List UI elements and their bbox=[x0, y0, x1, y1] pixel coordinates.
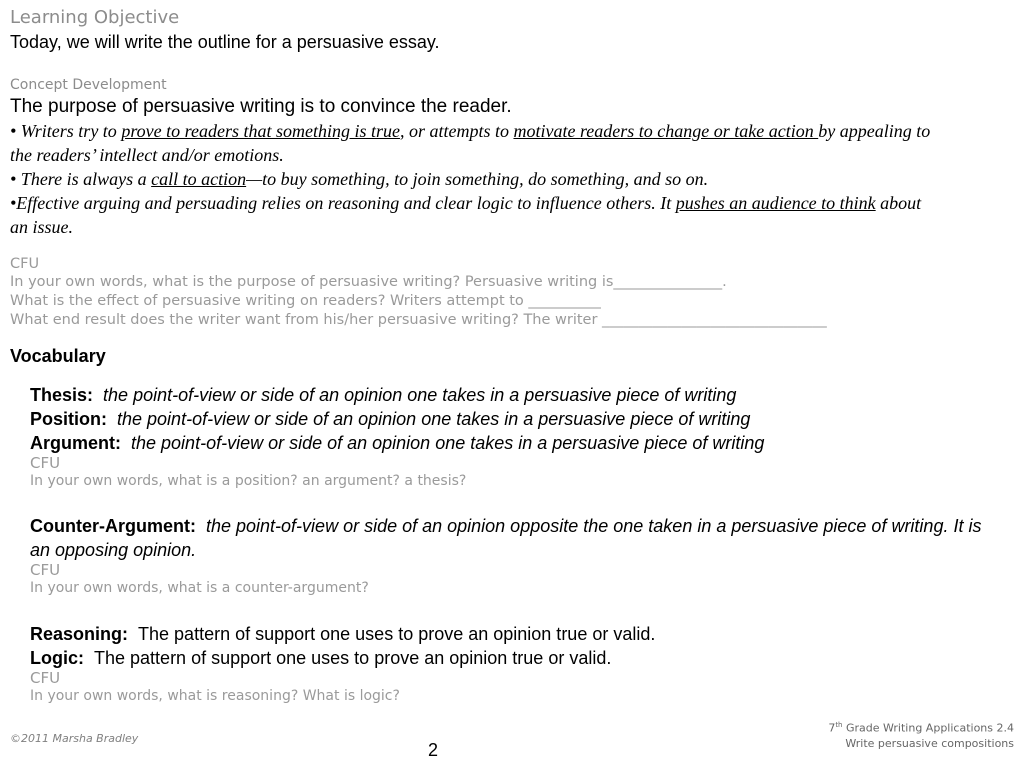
course-title bbox=[828, 718, 1014, 736]
concept-bullet-2 bbox=[10, 167, 940, 191]
counter-argument-definition: the point-of-view or side of an opinion opposite the one taken in a persuasive piece of writing. It is an opposing opinion. bbox=[30, 516, 982, 560]
cfu-1-question-3: What end result does the writer want from his/her persuasive writing? The writer _______________________________ bbox=[10, 312, 827, 328]
bullet-3-underline: pushes an audience to think bbox=[675, 193, 876, 213]
cfu-3-heading: CFU bbox=[30, 561, 61, 579]
learning-objective-text: Today, we will write the outline for a persuasive essay. bbox=[10, 32, 440, 52]
argument-definition: the point-of-view or side of an opinion one takes in a persuasive piece of writing bbox=[131, 433, 765, 453]
cfu-1-question-2: What is the effect of persuasive writing on readers? Writers attempt to __________ bbox=[10, 293, 601, 309]
thesis-definition: the point-of-view or side of an opinion one takes in a persuasive piece of writing bbox=[103, 385, 737, 405]
vocabulary-heading: Vocabulary bbox=[10, 346, 106, 366]
bullet-1-underline-1: prove to readers that something is true bbox=[121, 121, 400, 141]
logic-definition: The pattern of support one uses to prove an opinion true or valid. bbox=[94, 648, 612, 668]
grade-superscript: th bbox=[835, 721, 843, 729]
vocab-counter-argument bbox=[30, 514, 990, 562]
concept-development-text: The purpose of persuasive writing is to convince the reader. bbox=[10, 96, 512, 117]
learning-objective-heading: Learning Objective bbox=[10, 7, 180, 28]
cfu-1-question-1: In your own words, what is the purpose of persuasive writing? Persuasive writing is_______________. bbox=[10, 274, 727, 290]
cfu-1-heading: CFU bbox=[10, 256, 40, 272]
counter-argument-term: Counter-Argument: bbox=[30, 516, 196, 536]
page-number: 2 bbox=[428, 740, 439, 760]
concept-bullet-1 bbox=[10, 119, 940, 167]
concept-development-heading: Concept Development bbox=[10, 77, 167, 93]
reasoning-definition: The pattern of support one uses to prove an opinion true or valid. bbox=[138, 624, 656, 644]
vocab-logic bbox=[30, 646, 990, 670]
position-definition: the point-of-view or side of an opinion one takes in a persuasive piece of writing bbox=[117, 409, 751, 429]
cfu-2-heading: CFU bbox=[30, 454, 61, 472]
reasoning-term: Reasoning: bbox=[30, 624, 129, 644]
cfu-3-question: In your own words, what is a counter-argument? bbox=[30, 580, 369, 596]
bullet-2-suffix: —to buy something, to join something, do something, and so on. bbox=[246, 169, 709, 189]
bullet-2-underline: call to action bbox=[151, 169, 247, 189]
bullet-1-mid: , or attempts to bbox=[399, 121, 514, 141]
vocab-argument bbox=[30, 431, 990, 455]
vocab-position bbox=[30, 407, 990, 431]
concept-bullet-3 bbox=[10, 191, 940, 239]
bullet-1-underline-2: motivate readers to change or take action bbox=[513, 121, 819, 141]
bullet-1-prefix: • Writers try to bbox=[10, 121, 122, 141]
position-term: Position: bbox=[30, 409, 107, 429]
bullet-1-suffix: by appealing to the readers’ intellect and/or emotions. bbox=[10, 121, 931, 165]
cfu-4-question: In your own words, what is reasoning? What is logic? bbox=[30, 688, 400, 704]
course-subtitle: Write persuasive compositions bbox=[845, 736, 1014, 750]
thesis-term: Thesis: bbox=[30, 385, 94, 405]
cfu-2-question: In your own words, what is a position? an argument? a thesis? bbox=[30, 473, 467, 489]
grade-number: 7 bbox=[828, 721, 836, 735]
cfu-4-heading: CFU bbox=[30, 669, 61, 687]
footer-course-info bbox=[828, 718, 1014, 751]
copyright: ©2011 Marsha Bradley bbox=[10, 732, 139, 745]
logic-term: Logic: bbox=[30, 648, 84, 668]
bullet-2-prefix: • There is always a bbox=[10, 169, 152, 189]
vocab-reasoning bbox=[30, 622, 990, 646]
bullet-3-suffix: about an issue. bbox=[10, 193, 922, 237]
course-title-rest: Grade Writing Applications 2.4 bbox=[842, 721, 1014, 735]
argument-term: Argument: bbox=[30, 433, 121, 453]
vocab-thesis bbox=[30, 383, 990, 407]
bullet-3-prefix: •Effective arguing and persuading relies on reasoning and clear logic to influence others. It bbox=[10, 193, 676, 213]
